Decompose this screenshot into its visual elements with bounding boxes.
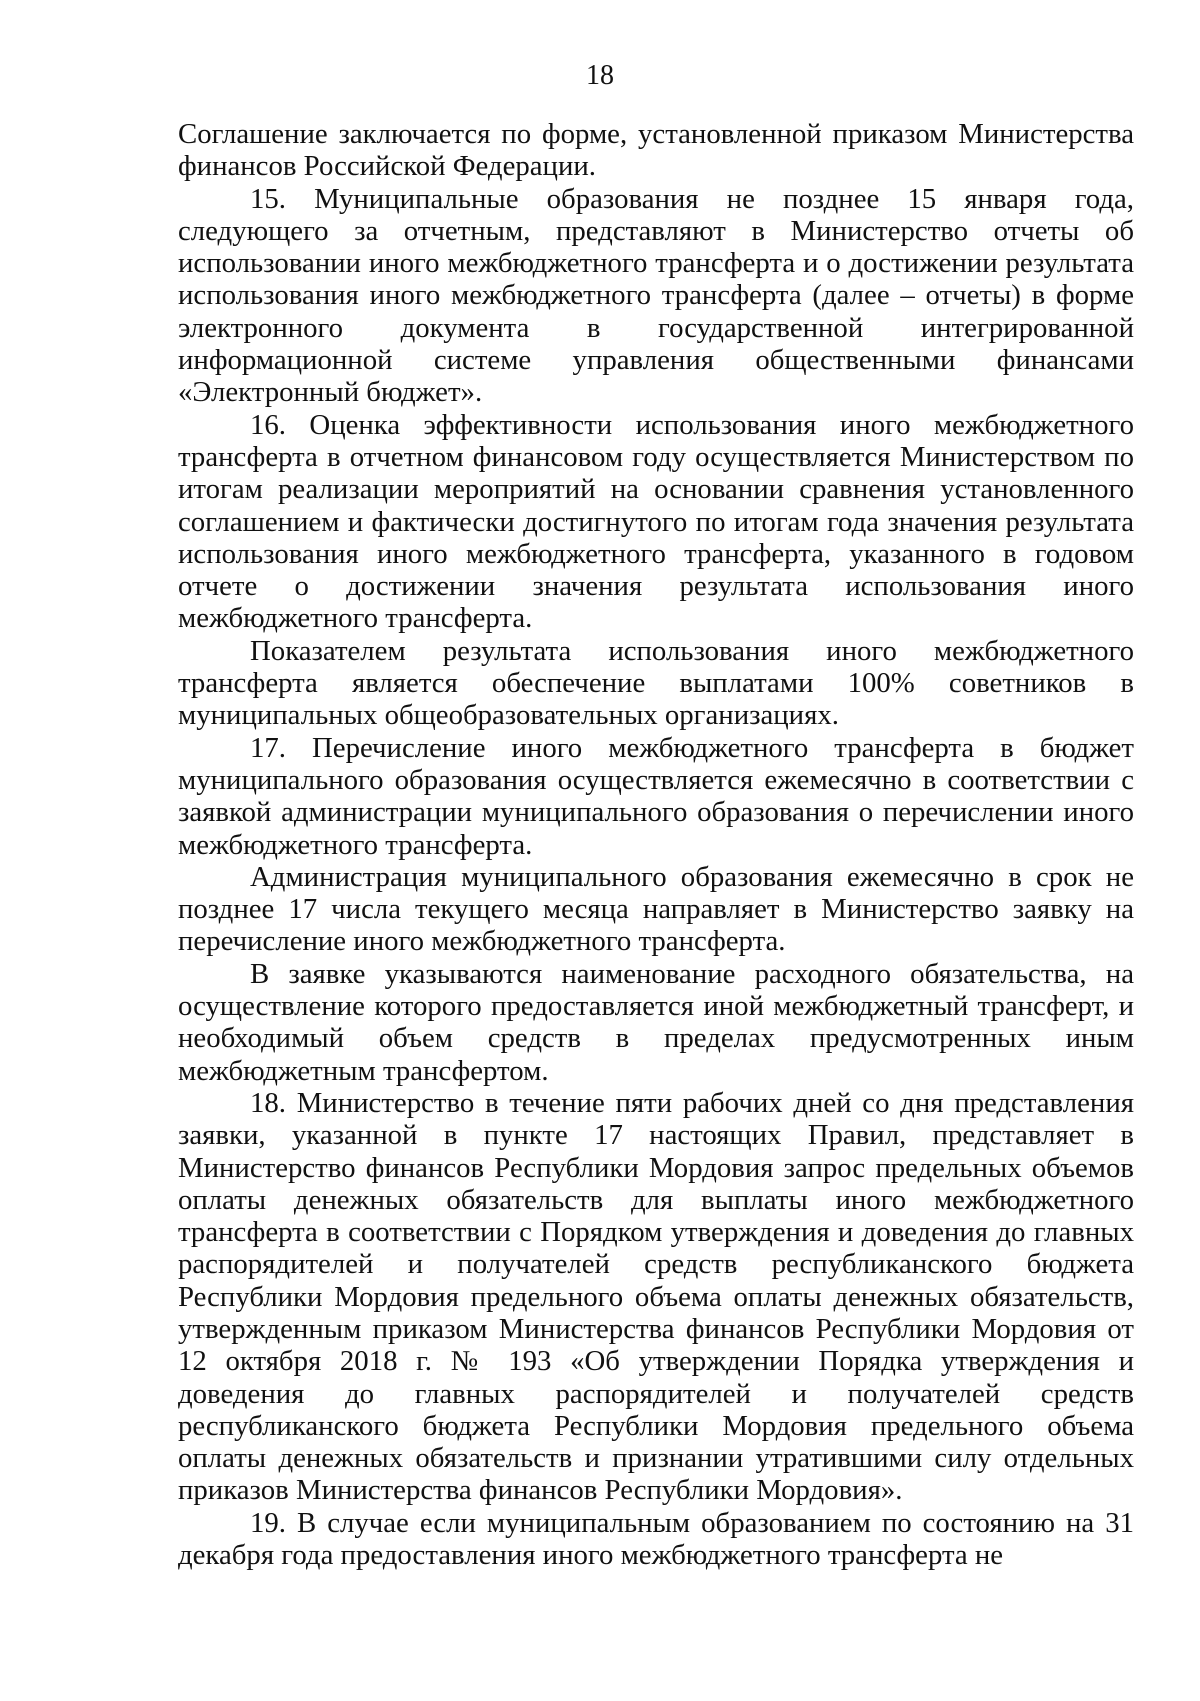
paragraph-15-reports: 15. Муниципальные образования не позднее 15 января года, следующего за отчетным, представляют в Министерство отчеты об использовании иного межбюджетного трансферта и о достижении результата использования иного межбюджетного трансферта (далее – отчеты) в форме электронного документа в государственной интегрированной информационной системе управления общественными финансами «Электронный бюджет».	[178, 182, 1134, 409]
paragraph-administration-request: Администрация муниципального образования ежемесячно в срок не позднее 17 числа текущего месяца направляет в Министерство заявку на перечисление иного межбюджетного трансферта.	[178, 860, 1134, 958]
paragraph-16-efficiency: 16. Оценка эффективности использования иного межбюджетного трансферта в отчетном финансовом году осуществляется Министерством по итогам реализации мероприятий на основании сравнения установленного соглашением и фактически достигнутого по итогам года значения результата использования иного межбюджетного трансферта, указанного в годовом отчете о достижении значения результата использования иного межбюджетного трансферта.	[178, 408, 1134, 635]
page-number: 18	[586, 60, 614, 91]
paragraph-18-ministry: 18. Министерство в течение пяти рабочих дней со дня представления заявки, указанной в пункте 17 настоящих Правил, представляет в Министерство финансов Республики Мордовия запрос предельных объемов оплаты денежных обязательств для выплаты иного межбюджетного трансферта в соответствии с Порядком утверждения и доведения до главных распорядителей и получателей средств республиканского бюджета Республики Мордовия предельного объема оплаты денежных обязательств, утвержденным приказом Министерства финансов Республики Мордовия от 12 октября 2018 г. № 193 «Об утверждении Порядка утверждения и доведения до главных распорядителей и получателей средств республиканского бюджета Республики Мордовия предельного объема оплаты денежных обязательств и признании утратившими силу отдельных приказов Министерства финансов Республики Мордовия».	[178, 1086, 1134, 1507]
paragraph-17-transfer: 17. Перечисление иного межбюджетного трансферта в бюджет муниципального образования осуществляется ежемесячно в соответствии с заявкой администрации муниципального образования о перечислении иного межбюджетного трансферта.	[178, 731, 1134, 861]
paragraph-19-case: 19. В случае если муниципальным образованием по состоянию на 31 декабря года предоставления иного межбюджетного трансферта не	[178, 1506, 1134, 1572]
paragraph-request-contents: В заявке указываются наименование расходного обязательства, на осуществление которого предоставляется иной межбюджетный трансферт, и необходимый объем средств в пределах предусмотренных иным межбюджетным трансфертом.	[178, 957, 1134, 1087]
paragraph-result-indicator: Показателем результата использования иного межбюджетного трансферта является обеспечение выплатами 100% советников в муниципальных общеобразовательных организациях.	[178, 634, 1134, 732]
document-body	[178, 118, 1134, 1571]
paragraph-agreement-form: Соглашение заключается по форме, установленной приказом Министерства финансов Российской Федерации.	[178, 118, 1134, 183]
